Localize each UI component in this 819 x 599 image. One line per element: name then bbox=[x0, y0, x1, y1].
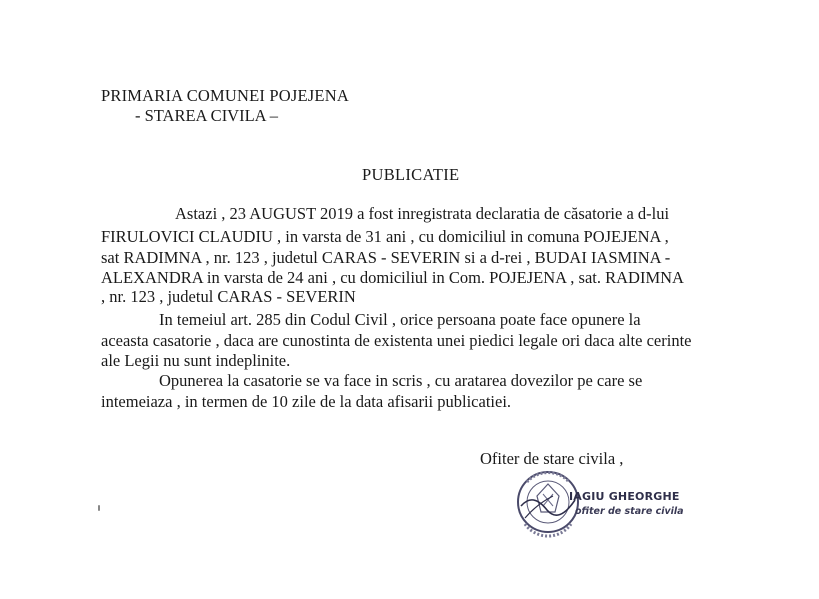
body-line-8: ale Legii nu sunt indeplinite. bbox=[101, 351, 291, 370]
document-title: PUBLICATIE bbox=[362, 165, 460, 184]
body-line-6: In temeiul art. 285 din Codul Civil , orice persoana poate face opunere la bbox=[159, 310, 641, 329]
body-line-7: aceasta casatorie , daca are cunostinta de existenta unei piedici legale ori daca alte cerinte bbox=[101, 331, 692, 350]
signature-stamp bbox=[503, 466, 683, 546]
institution-heading: PRIMARIA COMUNEI POJEJENA bbox=[101, 86, 349, 105]
body-line-4: ALEXANDRA in varsta de 24 ani , cu domiciliul in Com. POJEJENA , sat. RADIMNA bbox=[101, 268, 684, 287]
body-line-2: FIRULOVICI CLAUDIU , in varsta de 31 ani , cu domiciliul in comuna POJEJENA , bbox=[101, 227, 669, 246]
body-line-5: , nr. 123 , judetul CARAS - SEVERIN bbox=[101, 287, 356, 306]
body-line-1: Astazi , 23 AUGUST 2019 a fost inregistrata declaratia de căsatorie a d-lui bbox=[175, 204, 670, 223]
stamp-name: IAGIU GHEORGHE bbox=[569, 490, 680, 503]
body-line-10: intemeiaza , in termen de 10 zile de la data afisarii publicatiei. bbox=[101, 392, 512, 411]
department-heading: - STAREA CIVILA – bbox=[135, 106, 279, 125]
stamp-role: ofiter de stare civila bbox=[575, 506, 684, 517]
scan-speck bbox=[98, 505, 100, 511]
officer-title: Ofiter de stare civila , bbox=[480, 449, 624, 468]
body-line-3: sat RADIMNA , nr. 123 , judetul CARAS - SEVERIN si a d-rei , BUDAI IASMINA - bbox=[101, 248, 671, 267]
body-line-9: Opunerea la casatorie se va face in scris , cu aratarea dovezilor pe care se bbox=[159, 371, 643, 390]
